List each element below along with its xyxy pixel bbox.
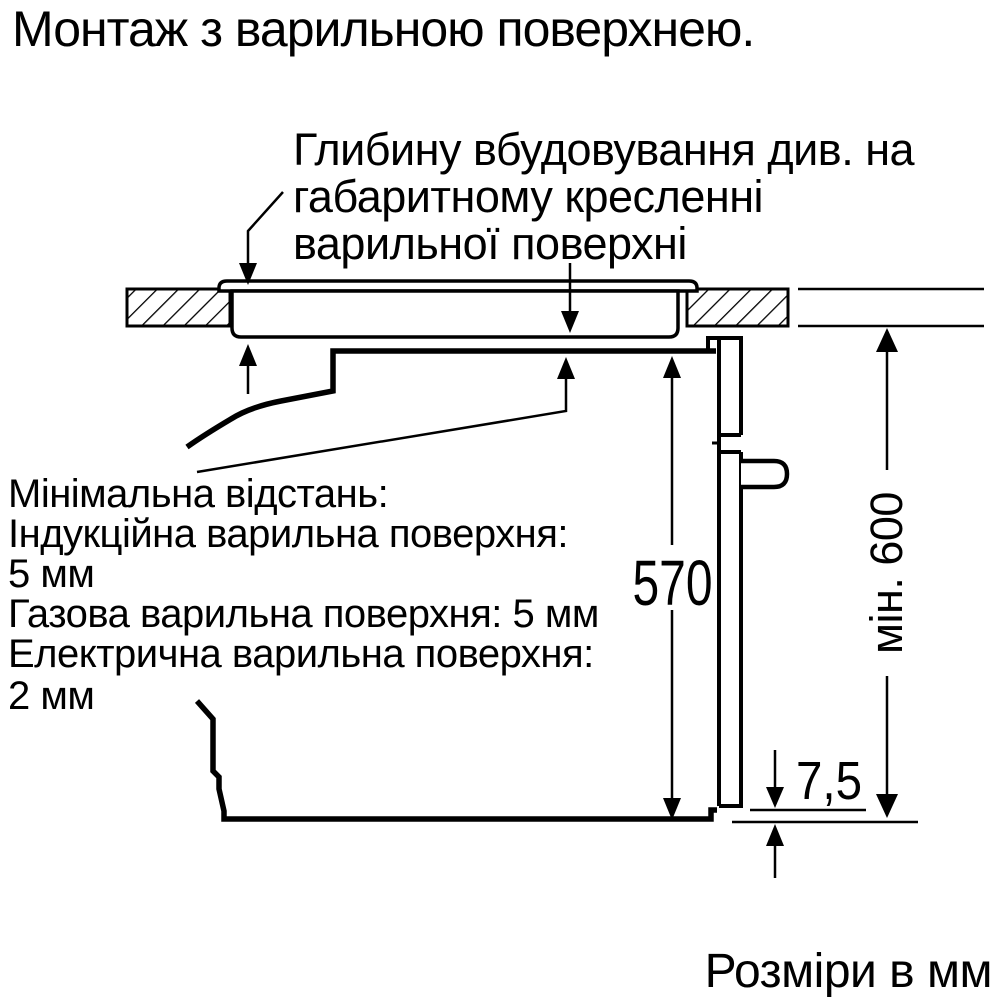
cooktop-cross-section [219, 281, 697, 337]
page-title: Монтаж з варильною поверхнею. [12, 1, 755, 57]
dimension-min-600-label: мін. 600 [861, 492, 912, 654]
min-distance-electric: Електрична варильна поверхня: [8, 632, 594, 676]
min-distance-heading: Мінімальна відстань: [8, 472, 389, 516]
units-note: Розміри в мм [704, 945, 992, 998]
built-in-depth-note-line3: варильної поверхні [293, 218, 687, 269]
min-distance-induction: Індукційна варильна поверхня: [8, 512, 569, 556]
countertop-right-section [687, 289, 984, 326]
min-distance-induction-value: 5 мм [8, 552, 95, 596]
built-in-depth-note-line2: габаритному кресленні [293, 171, 764, 222]
min-distance-gas: Газова варильна поверхня: 5 мм [8, 592, 599, 636]
dimension-7-5-label: 7,5 [795, 751, 863, 811]
min-distance-electric-value: 2 мм [8, 674, 95, 718]
countertop-left-section [127, 289, 230, 326]
built-in-depth-note-line1: Глибину вбудовування див. на [293, 124, 915, 175]
dimension-570-label: 570 [632, 547, 713, 619]
door-handle [741, 461, 787, 487]
